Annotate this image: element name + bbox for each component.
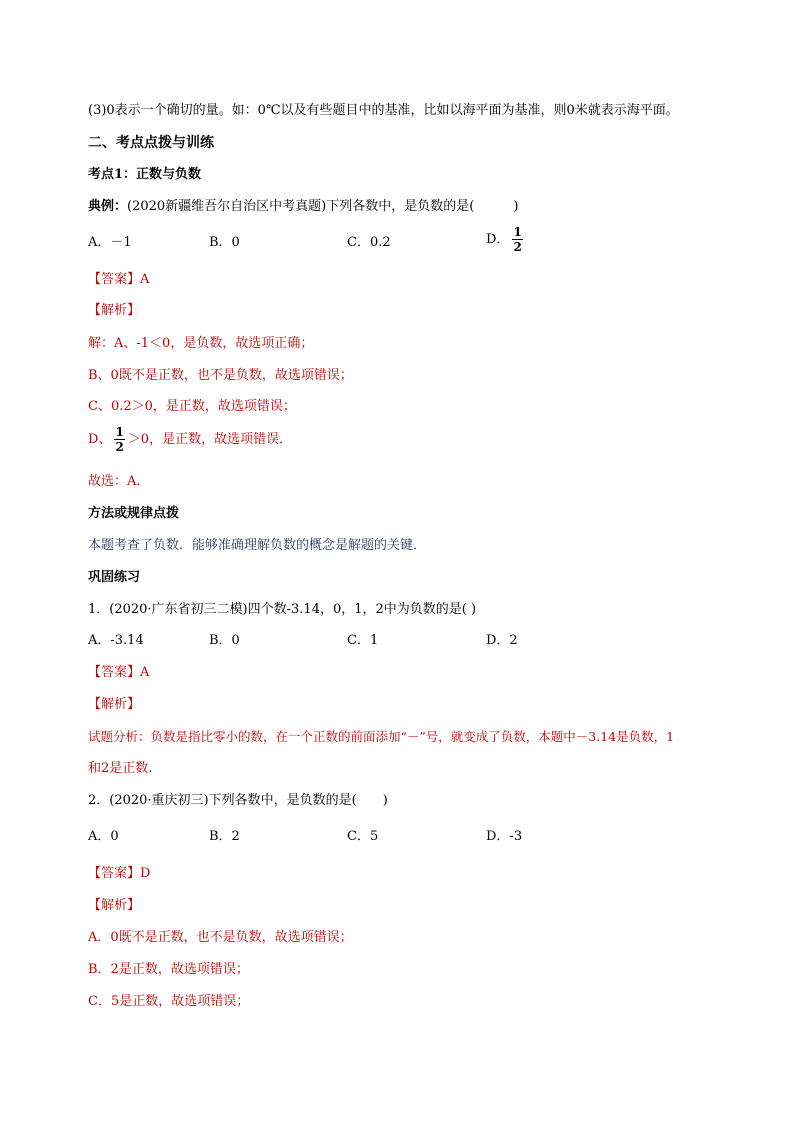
example-option-d: [486, 225, 526, 254]
solution-4-suffix: ＞0，是正数，故选项错误．: [127, 432, 293, 447]
q2-option-c: C．5: [347, 829, 379, 844]
kaodian-title: 考点1：正数与负数: [88, 167, 202, 182]
method-title: 方法或规律点拨: [88, 506, 180, 521]
solution-4-prefix: D、: [88, 432, 112, 447]
q1-option-a: A．-3.14: [88, 633, 144, 648]
q1-option-b: B．0: [209, 633, 240, 648]
intro-line-3: (3)0表示一个确切的量。如：0℃以及有些题目中的基准，比如以海平面为基准，则0米就表示海平面。: [88, 103, 679, 118]
example-stem: [88, 198, 518, 216]
practice-title: 巩固练习: [88, 570, 141, 585]
q1-analysis-text-1: 试题分析：负数是指比零小的数，在一个正数的前面添加“－”号，就变成了负数，本题中－3.14是负数，1: [88, 729, 675, 744]
q2-stem: 2．(2020·重庆初三)下列各数中，是负数的是( ): [88, 793, 388, 808]
q2-solution-1: A．0既不是正数，也不是负数，故选项错误；: [88, 930, 353, 945]
q2-answer: 【答案】D: [88, 866, 151, 881]
fraction-numerator: 1: [513, 225, 522, 239]
example-solution-3: C、0.2＞0，是正数，故选项错误；: [88, 399, 296, 414]
q1-analysis-label: 【解析】: [88, 697, 141, 712]
q2-solution-2: B．2是正数，故选项错误；: [88, 962, 249, 977]
q1-option-d: D．2: [486, 633, 518, 648]
q2-analysis-label: 【解析】: [88, 898, 141, 913]
method-text: 本题考查了负数．能够准确理解负数的概念是解题的关键．: [88, 538, 427, 553]
example-option-c: C．0.2: [347, 235, 391, 250]
q1-answer: 【答案】A: [88, 665, 150, 680]
example-question: (2020新疆维吾尔自治区中考真题)下列各数中，是负数的是( ): [127, 199, 519, 214]
example-option-b: B．0: [209, 235, 240, 250]
example-analysis-label: 【解析】: [88, 303, 141, 318]
fraction-numerator: 1: [115, 425, 124, 439]
example-answer: 【答案】A: [88, 272, 150, 287]
q2-option-d: D．-3: [486, 829, 523, 844]
q2-solution-3: C．5是正数，故选项错误；: [88, 994, 250, 1009]
section-title: 二、考点点拨与训练: [88, 135, 214, 151]
example-option-a: A．－1: [88, 235, 132, 250]
q2-option-a: A．0: [88, 829, 119, 844]
fraction-denominator: 2: [513, 240, 522, 254]
example-conclusion: 故选：A．: [88, 474, 150, 489]
q2-option-b: B．2: [209, 829, 240, 844]
example-solution-1: 解：A、-1＜0，是负数，故选项正确；: [88, 336, 314, 351]
q1-stem: 1．(2020·广东省初三二模)四个数-3.14，0，1，2中为负数的是( ): [88, 602, 477, 617]
example-solution-4: [88, 425, 292, 454]
solution-4-fraction: [114, 425, 124, 454]
example-solution-2: B、0既不是正数，也不是负数，故选项错误；: [88, 368, 353, 383]
q1-analysis-text-2: 和2是正数.: [88, 761, 153, 776]
example-label: 典例：: [88, 199, 128, 214]
fraction-denominator: 2: [115, 440, 124, 454]
example-option-d-prefix: D．: [486, 232, 510, 247]
example-option-d-fraction: [512, 225, 522, 254]
q1-option-c: C．1: [347, 633, 379, 648]
